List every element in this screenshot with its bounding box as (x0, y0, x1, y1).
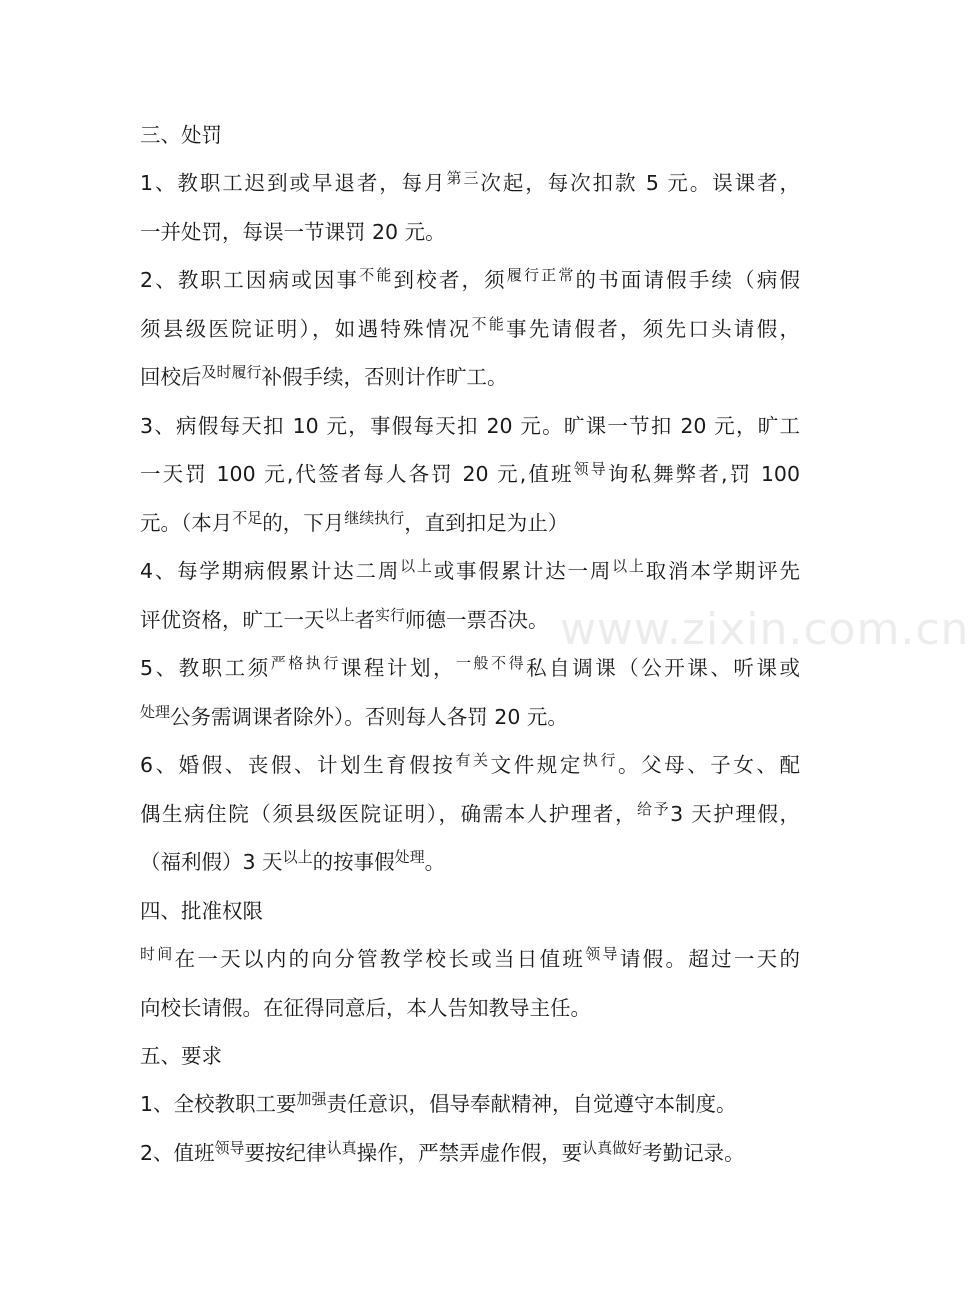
text-segment: （福利假）3 天 (140, 850, 283, 874)
text-line (140, 363, 800, 393)
section-heading-approval: 四、批准权限 (140, 899, 263, 923)
text-segment: 次起，每次扣款 5 元。误课者， (480, 171, 800, 195)
text-segment: 1、全校教职工要 (140, 1092, 297, 1116)
text-segment: 偶生病住院（须县级医院证明），确需本人护理者， (140, 802, 638, 826)
text-segment: 要按纪律 (244, 1141, 327, 1165)
small-inline-word: 以上 (612, 557, 646, 575)
small-inline-word: 执行 (582, 751, 619, 769)
small-inline-word: 以上 (324, 606, 355, 624)
small-inline-word: 不能 (471, 315, 507, 333)
text-segment: 的按事假 (312, 850, 395, 874)
text-segment: 回校后 (140, 365, 202, 389)
text-segment: 一天罚 100 元,代签者每人各罚 20 元,值班 (140, 462, 574, 486)
small-inline-word: 有关 (455, 751, 491, 769)
text-segment: 1、教职工迟到或早退者，每月 (140, 171, 447, 195)
small-inline-word: 给予 (637, 800, 671, 818)
text-segment: 考勤记录。 (642, 1141, 745, 1165)
text-line (140, 606, 800, 636)
text-segment: 一并处罚，每误一节课罚 20 元。 (140, 220, 446, 244)
text-segment: 责任意识，倡导奉献精神，自觉遵守本制度。 (326, 1092, 737, 1116)
text-segment: 元。（本月 (140, 511, 233, 535)
small-inline-word: 时间 (140, 945, 175, 963)
text-segment: 5、教职工须 (140, 656, 271, 680)
small-inline-word: 严格执行 (270, 654, 341, 672)
small-inline-word: 履行正常 (506, 266, 576, 284)
text-line (140, 654, 800, 684)
text-segment: 补假手续，否则计作旷工。 (261, 365, 508, 389)
text-segment: 评优资格，旷工一天 (140, 608, 325, 632)
small-inline-word: 不足 (232, 509, 263, 527)
small-inline-word: 认真做好 (582, 1139, 643, 1157)
text-segment: 取消本学期评先 (645, 559, 801, 583)
text-line (140, 218, 800, 246)
text-segment: 向校长请假。在征得同意后，本人告知教导主任。 (140, 996, 591, 1020)
text-line (140, 169, 800, 199)
text-segment: 6、婚假、丧假、计划生育假按 (140, 753, 456, 777)
section-heading-requirements: 五、要求 (140, 1044, 222, 1068)
text-segment: 在一天以内的向分管教学校长或当日值班 (174, 947, 586, 971)
text-segment: 4、每学期病假累计达二周 (140, 559, 401, 583)
text-line (140, 994, 800, 1022)
text-segment: 事先请假者，须先口头请假， (506, 317, 801, 341)
text-line (140, 751, 800, 781)
text-line (140, 315, 800, 345)
text-segment: 的书面请假手续（病假 (575, 268, 801, 292)
text-line (140, 412, 800, 440)
text-segment: ，直到扣足为止） (404, 511, 569, 535)
section-heading-penalties: 三、处罚 (140, 123, 222, 147)
text-line (140, 1139, 800, 1169)
small-inline-word: 一般不得 (456, 654, 527, 672)
text-line (140, 557, 800, 587)
small-inline-word: 第三 (446, 169, 481, 187)
text-segment: 须县级医院证明），如遇特殊情况 (140, 317, 472, 341)
text-line (140, 266, 800, 296)
text-segment: 师德一票否决。 (405, 608, 549, 632)
text-segment: 文件规定 (490, 753, 583, 777)
text-segment: 公务需调课者除外）。否则每人各罚 20 元。 (170, 705, 568, 729)
small-inline-word: 领导 (573, 460, 608, 478)
small-inline-word: 加强 (296, 1090, 327, 1108)
text-line (140, 703, 800, 733)
text-segment: 的，下月 (262, 511, 345, 535)
small-inline-word: 领导 (585, 945, 620, 963)
text-line (140, 509, 800, 539)
text-segment: 询私舞弊者,罚 100 (607, 462, 800, 486)
text-segment: 。父母、子女、配 (618, 753, 800, 777)
text-segment: 2、值班 (140, 1141, 215, 1165)
text-segment: 到校者，须 (393, 268, 507, 292)
text-line (140, 460, 800, 490)
small-inline-word: 以上 (400, 557, 434, 575)
watermark: www.zixin.com.cn (560, 604, 969, 655)
small-inline-word: 领导 (214, 1139, 245, 1157)
small-inline-word: 及时履行 (201, 363, 262, 381)
text-line (140, 945, 800, 975)
text-segment: 操作，严禁弄虚作假，要 (356, 1141, 583, 1165)
text-segment: 请假。超过一天的 (619, 947, 800, 971)
small-inline-word: 认真 (326, 1139, 357, 1157)
text-segment: 3、病假每天扣 10 元，事假每天扣 20 元。旷课一节扣 20 元，旷工 (140, 414, 800, 438)
text-line (140, 848, 800, 878)
text-segment: 3 天护理假， (670, 802, 800, 826)
small-inline-word: 实行 (375, 606, 406, 624)
text-segment: 或事假累计达一周 (433, 559, 613, 583)
text-segment: 2、教职工因病或因事 (140, 268, 360, 292)
small-inline-word: 处理 (140, 703, 171, 721)
text-segment: 者 (354, 608, 376, 632)
small-inline-word: 处理 (394, 848, 425, 866)
small-inline-word: 继续执行 (344, 509, 405, 527)
text-line (140, 800, 800, 830)
small-inline-word: 以上 (282, 848, 313, 866)
text-segment: 。 (424, 850, 446, 874)
small-inline-word: 不能 (359, 266, 394, 284)
text-segment: 课程计划， (340, 656, 457, 680)
text-segment: 私自调课（公开课、听课或 (526, 656, 800, 680)
text-line (140, 1090, 800, 1120)
